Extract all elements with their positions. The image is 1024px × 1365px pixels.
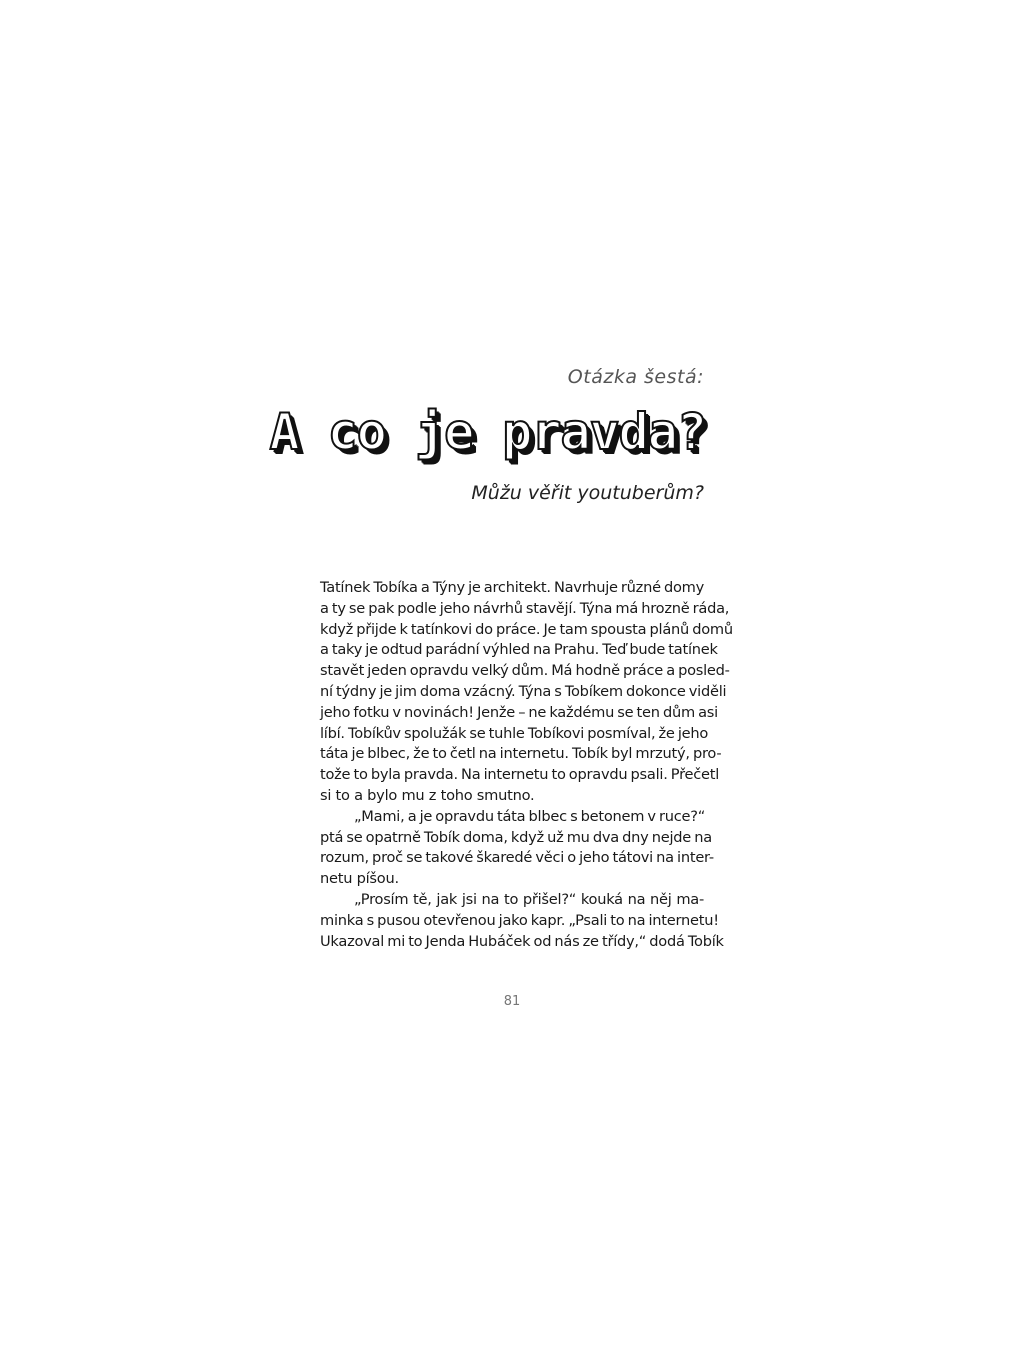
body-line: rozum, proč se takové škaredé věci o jeho tátovi na inter- <box>320 849 714 867</box>
chapter-subtitle: Můžu věřit youtuberům? <box>471 482 704 504</box>
body-line: minka s pusou otevřenou jako kapr. „Psali to na internetu! <box>320 911 719 929</box>
page-number: 81 <box>503 994 521 1009</box>
body-line: když přijde k tatínkovi do práce. Je tam spousta plánů domů <box>320 620 733 638</box>
body-line: „Prosím tě, jak jsi na to přišel?“ kouká na něj ma- <box>354 890 704 908</box>
body-line: si to a bylo mu z toho smutno. <box>320 786 535 804</box>
body-line: netu píšou. <box>320 870 399 888</box>
body-line: líbí. Tobíkův spolužák se tuhle Tobíkovi posmíval, že jeho <box>320 724 709 742</box>
body-line: ptá se opatrně Tobík doma, když už mu dva dny nejde na <box>320 828 712 846</box>
body-line: ní týdny je jim doma vzácný. Týna s Tobíkem dokonce viděli <box>320 682 727 700</box>
body-line: tože to byla pravda. Na internetu to opravdu psali. Přečetl <box>320 766 720 784</box>
body-line: a taky je odtud parádní výhled na Prahu. Teď bude tatínek <box>320 641 718 659</box>
body-line: táta je blbec, že to četl na internetu. Tobík byl mrzutý, pro- <box>320 745 722 763</box>
body-line: jeho fotku v novinách! Jenže – ne každému se ten dům asi <box>320 703 718 721</box>
body-line: stavět jeden opravdu velký dům. Má hodně práce a posled- <box>320 662 730 680</box>
body-line: Ukazoval mi to Jenda Hubáček od nás ze třídy,“ dodá Tobík <box>320 932 724 950</box>
body-line: Tatínek Tobíka a Týny je architekt. Navrhuje různé domy <box>320 579 705 596</box>
chapter-title: A co je pravda? <box>269 403 706 461</box>
body-line: a ty se pak podle jeho návrhů stavějí. Týna má hrozně ráda, <box>320 599 730 617</box>
chapter-kicker: Otázka šestá: <box>567 366 704 388</box>
body-text <box>320 578 733 952</box>
body-line: „Mami, a je opravdu táta blbec s betonem v ruce?“ <box>354 807 706 825</box>
